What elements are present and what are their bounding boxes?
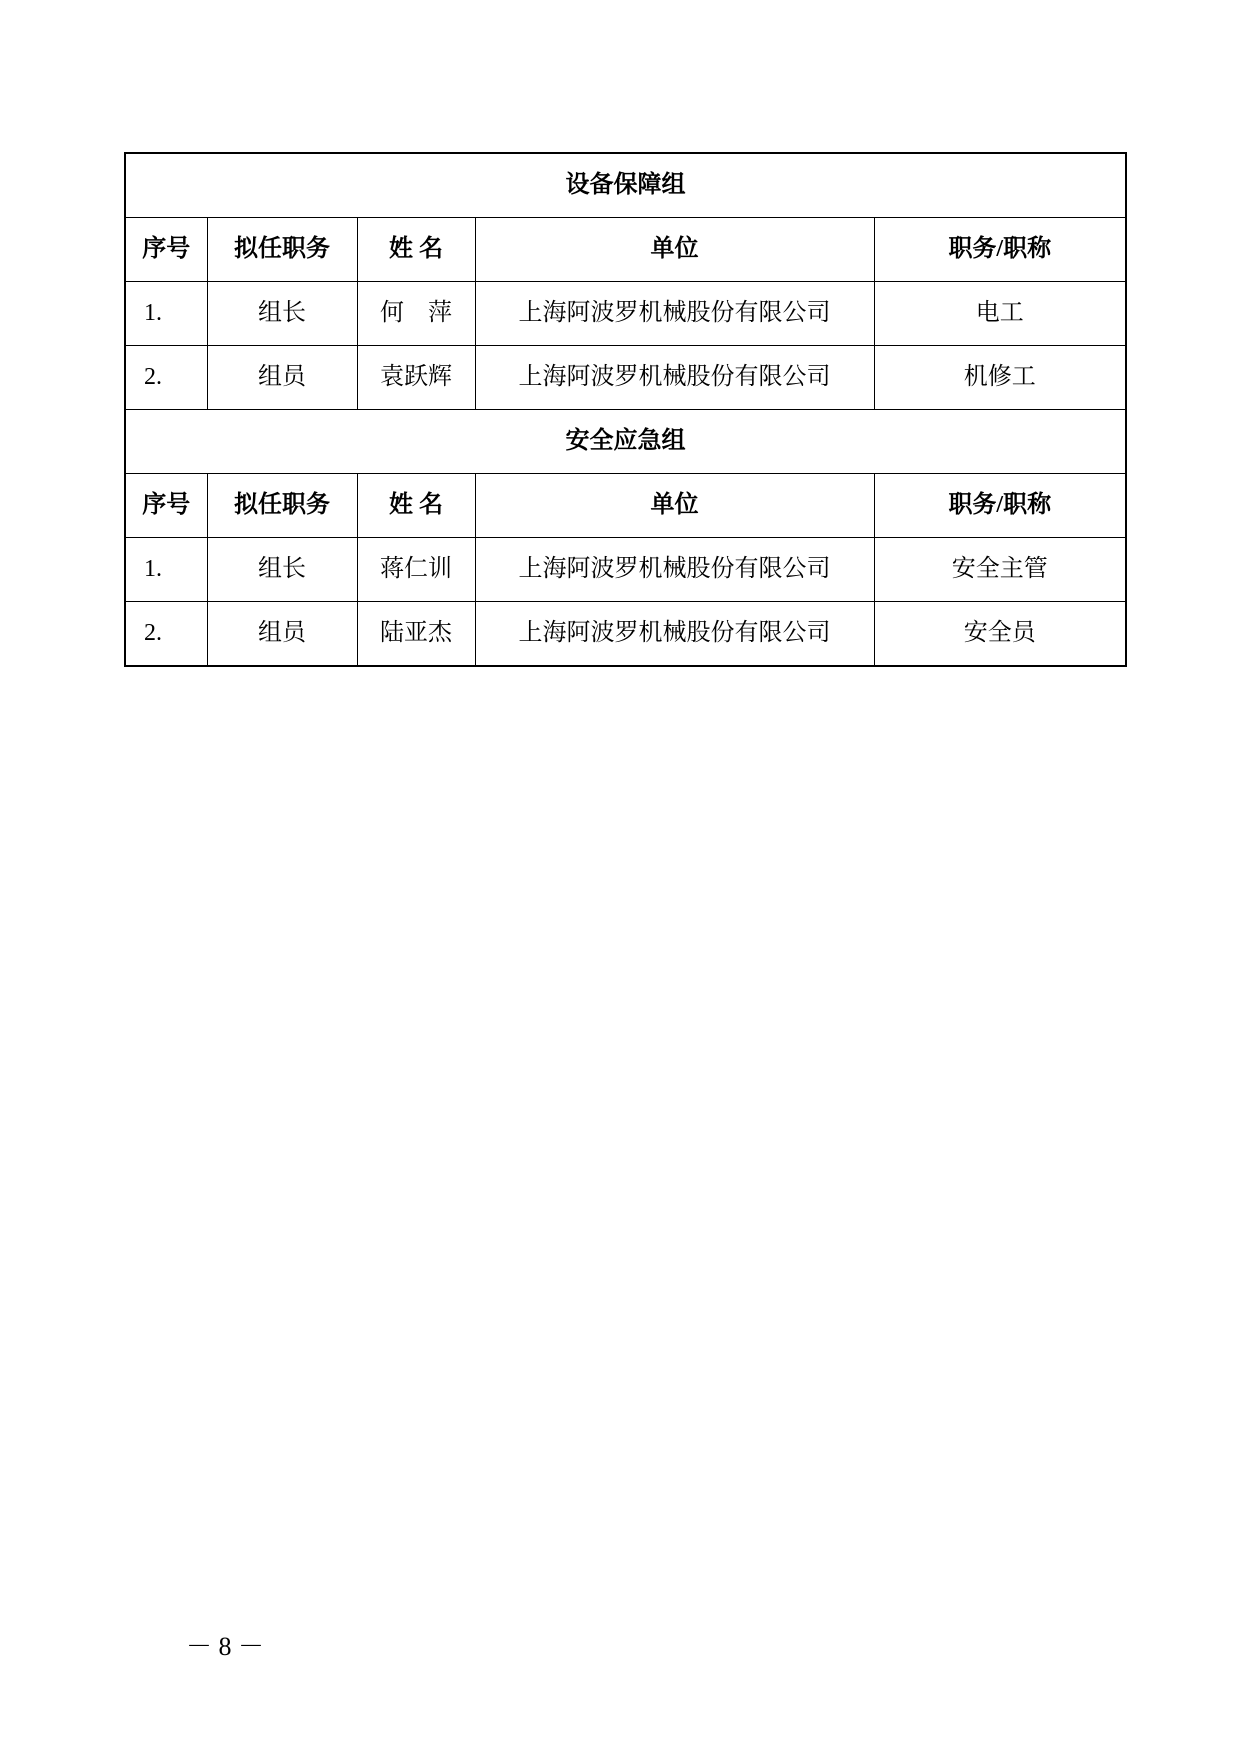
header-name: 姓 名 [357, 474, 475, 538]
cell-name: 陆亚杰 [357, 602, 475, 667]
cell-role: 组长 [207, 282, 357, 346]
cell-name: 蒋仁训 [357, 538, 475, 602]
header-index: 序号 [125, 218, 207, 282]
cell-role: 组员 [207, 346, 357, 410]
table-row [125, 602, 1126, 667]
cell-index: 1. [125, 538, 207, 602]
header-index: 序号 [125, 474, 207, 538]
column-header-row [125, 474, 1126, 538]
header-role: 拟任职务 [207, 474, 357, 538]
cell-unit: 上海阿波罗机械股份有限公司 [475, 282, 874, 346]
cell-job-title: 机修工 [874, 346, 1126, 410]
cell-job-title: 电工 [874, 282, 1126, 346]
column-header-row [125, 218, 1126, 282]
cell-index: 2. [125, 346, 207, 410]
cell-name: 何 萍 [357, 282, 475, 346]
table-row [125, 538, 1126, 602]
cell-unit: 上海阿波罗机械股份有限公司 [475, 602, 874, 667]
header-job-title: 职务/职称 [874, 474, 1126, 538]
cell-unit: 上海阿波罗机械股份有限公司 [475, 346, 874, 410]
cell-unit: 上海阿波罗机械股份有限公司 [475, 538, 874, 602]
header-role: 拟任职务 [207, 218, 357, 282]
cell-index: 1. [125, 282, 207, 346]
table-row [125, 346, 1126, 410]
section-title: 安全应急组 [125, 410, 1126, 474]
header-name: 姓 名 [357, 218, 475, 282]
section-title: 设备保障组 [125, 153, 1126, 218]
header-unit: 单位 [475, 218, 874, 282]
header-unit: 单位 [475, 474, 874, 538]
section-title-row [125, 153, 1126, 218]
cell-job-title: 安全主管 [874, 538, 1126, 602]
cell-role: 组长 [207, 538, 357, 602]
header-job-title: 职务/职称 [874, 218, 1126, 282]
cell-job-title: 安全员 [874, 602, 1126, 667]
cell-index: 2. [125, 602, 207, 667]
page-number: － 8 － [186, 1632, 265, 1661]
cell-name: 袁跃辉 [357, 346, 475, 410]
cell-role: 组员 [207, 602, 357, 667]
section-title-row [125, 410, 1126, 474]
roster-table [124, 152, 1127, 667]
table-row [125, 282, 1126, 346]
